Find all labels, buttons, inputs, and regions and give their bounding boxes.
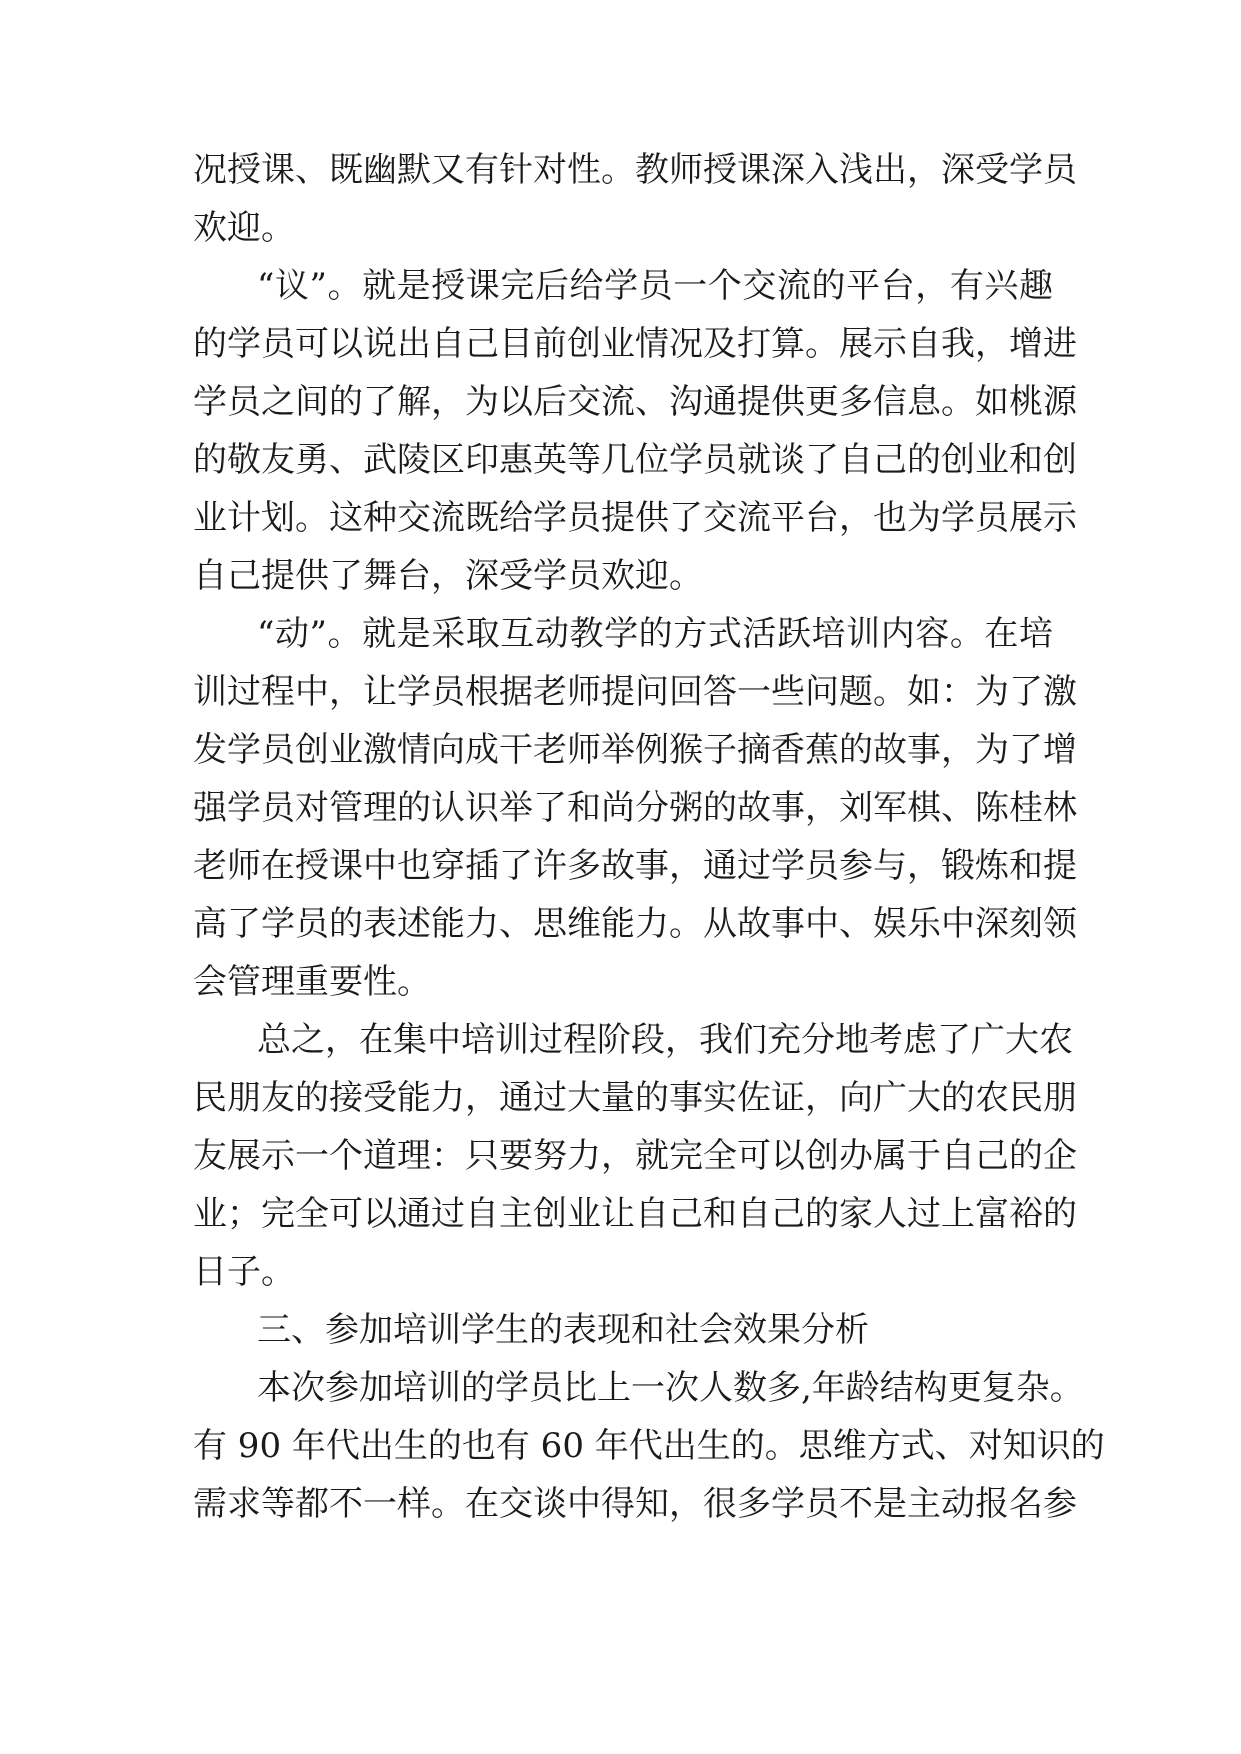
text-line-15: 会管理重要性。 <box>193 962 431 1002</box>
text-line-9: “动”。就是采取互动教学的方式活跃培训内容。在培 <box>257 614 1053 654</box>
text-line-19: 业；完全可以通过自主创业让自己和自己的家人过上富裕的 <box>193 1194 1077 1234</box>
text-line-7: 业计划。这种交流既给学员提供了交流平台，也为学员展示 <box>193 498 1077 538</box>
text-line-8: 自己提供了舞台，深受学员欢迎。 <box>193 556 703 596</box>
text-line-14: 高了学员的表述能力、思维能力。从故事中、娱乐中深刻领 <box>193 904 1077 944</box>
text-line-17: 民朋友的接受能力，通过大量的事实佐证，向广大的农民朋 <box>193 1078 1077 1118</box>
text-line-4: 的学员可以说出自己目前创业情况及打算。展示自我，增进 <box>193 324 1077 364</box>
text-line-12: 强学员对管理的认识举了和尚分粥的故事，刘军棋、陈桂林 <box>193 788 1077 828</box>
text-line-22: 本次参加培训的学员比上一次人数多,年龄结构更复杂。 <box>257 1368 1084 1408</box>
text-line-16: 总之，在集中培训过程阶段，我们充分地考虑了广大农 <box>257 1020 1073 1060</box>
text-line-20: 日子。 <box>193 1252 295 1292</box>
text-line-23: 有 90 年代出生的也有 60 年代出生的。思维方式、对知识的 <box>193 1426 1105 1466</box>
text-line-13: 老师在授课中也穿插了许多故事，通过学员参与，锻炼和提 <box>193 846 1077 886</box>
section-heading: 三、参加培训学生的表现和社会效果分析 <box>257 1310 869 1350</box>
text-line-6: 的敬友勇、武陵区印惠英等几位学员就谈了自己的创业和创 <box>193 440 1077 480</box>
text-line-2: 欢迎。 <box>193 208 295 248</box>
text-line-5: 学员之间的了解，为以后交流、沟通提供更多信息。如桃源 <box>193 382 1077 422</box>
text-line-24: 需求等都不一样。在交谈中得知，很多学员不是主动报名参 <box>193 1484 1077 1524</box>
text-line-11: 发学员创业激情向成干老师举例猴子摘香蕉的故事，为了增 <box>193 730 1077 770</box>
text-line-1: 况授课、既幽默又有针对性。教师授课深入浅出，深受学员 <box>193 150 1077 190</box>
text-line-10: 训过程中，让学员根据老师提问回答一些问题。如：为了激 <box>193 672 1077 712</box>
text-line-18: 友展示一个道理：只要努力，就完全可以创办属于自己的企 <box>193 1136 1077 1176</box>
text-line-3: “议”。就是授课完后给学员一个交流的平台，有兴趣 <box>257 266 1053 306</box>
